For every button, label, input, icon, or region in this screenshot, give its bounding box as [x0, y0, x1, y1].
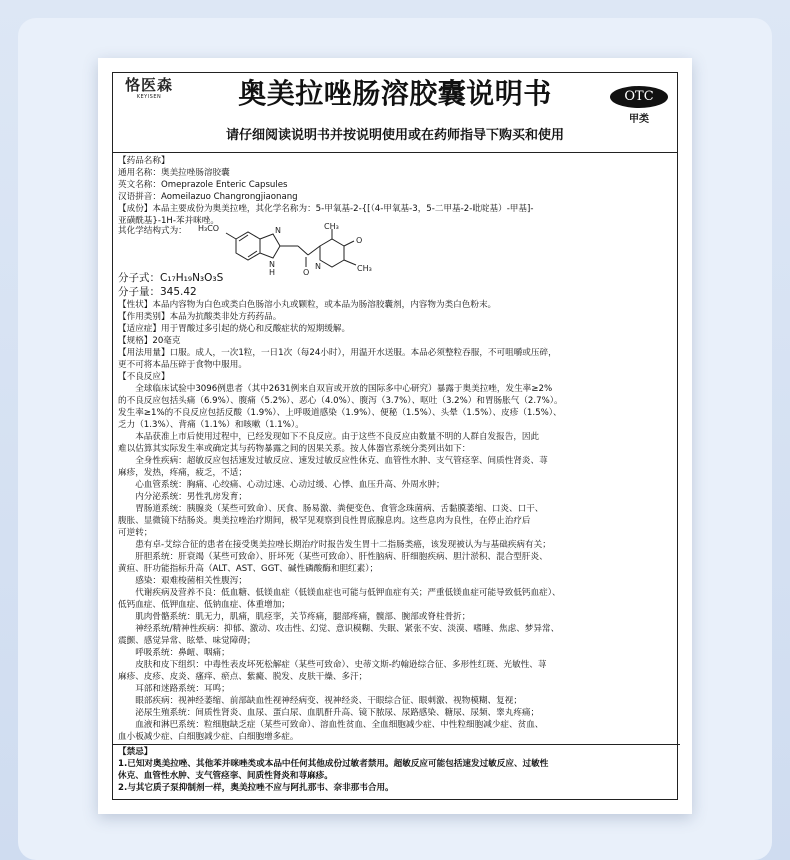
structure-label: 其化学结构式为： — [118, 226, 187, 236]
adverse-line: 本品获准上市后使用过程中，已经发现如下不良反应。由于这些不良反应由数量不明的人群自发报告，因此 — [135, 432, 540, 442]
usage-line-2: 更不可将本品压碎于食物中服用。 — [118, 360, 247, 370]
struct-h: H — [269, 268, 276, 277]
logo-subtext: KEYISEN — [136, 94, 162, 100]
struct-o-sulfinyl: O — [303, 268, 310, 277]
adverse-line: 皮肤和皮下组织：中毒性表皮坏死松解症（某些可致命）、史蒂文斯-约翰逊综合征、多形性红斑、光敏性、荨 — [135, 660, 547, 670]
generic-name: 通用名称：奥美拉唑肠溶胶囊 — [118, 168, 230, 178]
contraindication-line-2: 休克、血管性水肿、支气管痉挛、间质性肾炎和荨麻疹。 — [118, 771, 333, 781]
adverse-line: 眼部疾病：视神经萎缩、前部缺血性视神经病变、视神经炎、干眼综合征、眼刺激、视物模糊、复视； — [135, 696, 522, 706]
adverse-line: 肌肉骨骼系统：肌无力，肌痛，肌痉挛，关节疼痛，腿部疼痛，髋部、腕部或脊柱骨折； — [135, 612, 471, 622]
header-divider — [112, 152, 678, 153]
contraindication-line-3: 2.与其它质子泵抑制剂一样，奥美拉唑不应与阿扎那韦、奈非那韦合用。 — [118, 783, 394, 793]
adverse-line: 低钙血症、低钾血症、低钠血症、体重增加； — [118, 600, 290, 610]
otc-class: 甲类 — [629, 114, 649, 125]
adverse-line: 麻疹、皮疹、皮炎、瘙痒、瘀点、紫癜、脱发、皮肤干燥、多汗； — [118, 672, 368, 682]
molecular-formula: 分子式：C₁₇H₁₉N₃O₃S — [118, 272, 224, 284]
struct-ch3-top: CH₃ — [324, 222, 339, 231]
adverse-line: 腹胀、显微镜下结肠炎。奥美拉唑治疗期间，极罕见观察到良性胃底腺息肉。这些息肉为良性，在停止治疗后 — [118, 516, 531, 526]
pinyin-name: 汉语拼音：Aomeilazuo Changrongjiaonang — [118, 192, 298, 202]
adverse-line: 血液和淋巴系统：粒细胞缺乏症（某些可致命）、溶血性贫血、全血细胞减少症、中性粒细胞减少症、贫血、 — [135, 720, 544, 730]
struct-o-methoxy: O — [356, 236, 363, 245]
otc-oval: OTC — [610, 86, 668, 108]
category-section: 【作用类别】本品为抗酸类非处方药药品。 — [118, 312, 282, 322]
adverse-line: 胃肠道系统：胰腺炎（某些可致命）、厌食、肠易激、粪便变色、食管念珠菌病、舌黏膜萎缩、口炎、口干、 — [135, 504, 544, 514]
adverse-line: 内分泌系统：男性乳房发育； — [135, 492, 247, 502]
struct-n-pyridine: N — [315, 262, 321, 271]
chemical-structure-row — [118, 222, 674, 277]
molecular-weight: 分子量：345.42 — [118, 286, 197, 298]
page-title: 奥美拉唑肠溶胶囊说明书 — [238, 77, 552, 110]
otc-badge — [608, 86, 670, 125]
adverse-line: 患有卓-艾综合征的患者在接受奥美拉唑长期治疗时报告发生胃十二指肠类癌，该发现被认为与基础疾病有关； — [135, 540, 551, 550]
chemical-structure-diagram — [198, 221, 428, 277]
adverse-line: 代谢疾病及营养不良：低血糖、低镁血症（低镁血症也可能与低钾血症有关；严重低镁血症可能导致低钙血症）、 — [135, 588, 561, 598]
adverse-line: 全身性疾病：超敏反应包括速发过敏反应、速发过敏反应性休克、血管性水肿、支气管痉挛、间质性肾炎、荨 — [135, 456, 548, 466]
leaflet-page — [98, 58, 692, 814]
page-subtitle: 请仔细阅读说明书并按说明使用或在药师指导下购买和使用 — [225, 128, 564, 143]
composition-line-1: 【成份】本品主要成份为奥美拉唑，其化学名称为：5-甲氧基-2-{[（4-甲氧基-3，5-二甲基-2-吡啶基）-甲基]- — [118, 204, 534, 214]
adverse-line: 呼吸系统：鼻衄、咽痛； — [135, 648, 230, 658]
properties-section: 【性状】本品内容物为白色或类白色肠溶小丸或颗粒，或本品为肠溶胶囊剂，内容物为类白色粉末。 — [118, 300, 497, 310]
spec-section: 【规格】20毫克 — [118, 336, 181, 346]
adverse-line: 全球临床试验中3096例患者（其中2631例来自双盲或开放的国际多中心研究）暴露于奥美拉唑，发生率≥2% — [135, 384, 553, 394]
english-name: 英文名称：Omeprazole Enteric Capsules — [118, 180, 288, 190]
adverse-line: 麻疹，发热，疼痛，疲乏，不适； — [118, 468, 247, 478]
adverse-line: 血小板减少症、白细胞减少症、白细胞增多症。 — [118, 732, 299, 742]
struct-n-top: N — [275, 226, 281, 235]
adverse-line: 难以估算其实际发生率或确定其与药物暴露之间的因果关系。按人体器官系统分类列出如下： — [118, 444, 471, 454]
contraindication-line-1: 1.已知对奥美拉唑、其他苯并咪唑类或本品中任何其他成份过敏者禁用。超敏反应可能包括速发过敏反应、过敏性 — [118, 759, 549, 769]
indications-section: 【适应症】用于胃酸过多引起的烧心和反酸症状的短期缓解。 — [118, 324, 351, 334]
adverse-line: 的不良反应包括头痛（6.9%）、腹痛（5.2%）、恶心（4.0%）、腹泻（3.7%）、呕吐（3.2%）和胃肠胀气（2.7%）。 — [118, 396, 563, 406]
contraindications-divider — [112, 744, 680, 745]
adverse-line: 黄疸、肝功能指标升高（ALT、AST、GGT、碱性磷酸酶和胆红素）； — [118, 564, 379, 574]
adverse-line: 神经系统/精神性疾病：抑郁、激动、攻击性、幻觉、意识模糊、失眠、紧张不安、淡漠、嗜睡、焦虑、梦异常、 — [135, 624, 560, 634]
composition-line-2: 亚磺酰基}-1H-苯并咪唑。 — [118, 216, 219, 226]
contraindications-heading: 【禁忌】 — [118, 747, 153, 757]
adverse-line: 耳部和迷路系统：耳鸣； — [135, 684, 230, 694]
usage-line-1: 【用法用量】口服。成人，一次1粒，一日1次（每24小时），用温开水送服。本品必须整粒吞服，不可咀嚼或压碎， — [118, 348, 557, 358]
adverse-line: 泌尿生殖系统：间质性肾炎、血尿、蛋白尿、血肌酐升高、镜下脓尿、尿路感染、糖尿、尿频、睾丸疼痛； — [135, 708, 540, 718]
struct-ch3-bottom: CH₃ — [357, 264, 372, 273]
adverse-line: 心血管系统：胸痛、心绞痛、心动过速、心动过缓、心悸、血压升高、外周水肿； — [135, 480, 445, 490]
adverse-line: 乏力（1.3%）、背痛（1.1%）和咳嗽（1.1%）。 — [118, 420, 304, 430]
adverse-line: 震颤、感觉异常、眩晕、味觉障碍； — [118, 636, 256, 646]
leaflet-content — [118, 155, 674, 794]
adverse-line: 可逆转； — [118, 528, 153, 538]
adverse-line: 肝胆系统：肝衰竭（某些可致命）、肝坏死（某些可致命）、肝性脑病、肝细胞疾病、胆汁淤积、混合型肝炎、 — [135, 552, 548, 562]
adverse-line: 发生率≥1%的不良反应包括反酸（1.9%）、上呼吸道感染（1.9%）、便秘（1.5%）、头晕（1.5%）、皮疹（1.5%）、 — [118, 408, 562, 418]
struct-nh: N — [269, 260, 275, 269]
struct-h3co: H₃CO — [198, 224, 220, 233]
drug-name-heading: 【药品名称】 — [118, 156, 170, 166]
adverse-line: 感染：艰难梭菌相关性腹泻； — [135, 576, 247, 586]
logo-text: 恪医森 — [124, 76, 173, 94]
adverse-heading: 【不良反应】 — [118, 372, 170, 382]
